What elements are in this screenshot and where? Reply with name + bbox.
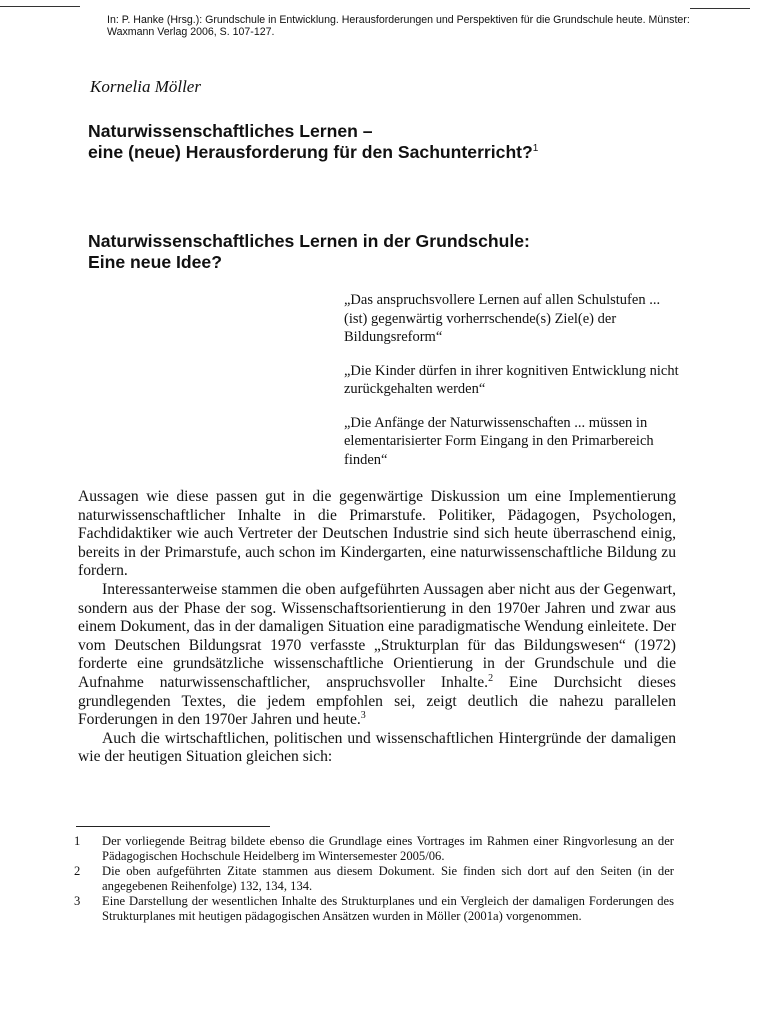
epigraph-quotes [344, 291, 684, 484]
scan-edge-line [690, 8, 750, 9]
footnote-text: Die oben aufgeführten Zitate stammen aus diesem Dokument. Sie finden sich dort auf den Seiten (in der angegebenen Reihenfolge) 132, 134, 134. [102, 864, 674, 893]
quote-2: „Die Kinder dürfen in ihrer kognitiven Entwicklung nicht zurückgehalten werden“ [344, 362, 679, 397]
footnote-text: Eine Darstellung der wesentlichen Inhalte des Strukturplanes und ein Vergleich der damaligen Forderungen des Strukturplanes mit heutigen pädagogischen Ansätzen wurden in Möller (2001a) vorgenommen. [102, 894, 674, 923]
footnote-number: 3 [74, 894, 81, 908]
footnote-number: 2 [74, 864, 81, 878]
body-text [78, 488, 676, 767]
section-heading [88, 231, 708, 273]
title-line-1: Naturwissenschaftliches Lernen – [88, 121, 373, 141]
scan-edge-line [0, 6, 80, 7]
paragraph-3: Auch die wirtschaftlichen, politischen und wissenschaftlichen Hintergründe der damaligen wie der heutigen Situation gleichen sich: [78, 729, 676, 766]
footnote-ref-2: 2 [488, 672, 494, 684]
paragraph-2-part-a: Interessanterweise stammen die oben aufgeführten Aussagen aber nicht aus der Gegenwart, sondern aus der Phase der sog. Wissenschaftsorientierung in den 1970er Jahren und zwar aus einem Dokument, das in der damaligen Situation eine paradigmatische Wendung einleitete. Der vom Deutschen Bildungsrat 1970 verfasste „Strukturplan für das Bildungswesen“ (1972) forderte eine grundsätzliche wissenschaftliche Orientierung in der Grundschule und die Aufnahme naturwissenschaftlicher, anspruchsvoller Inhalte. [78, 580, 676, 691]
section-heading-line-2: Eine neue Idee? [88, 252, 222, 272]
quote-3: „Die Anfänge der Naturwissenschaften ... müssen in elementarisierter Form Eingang in den Primarbereich finden“ [344, 414, 654, 468]
footnote-1 [74, 834, 674, 863]
citation-header: In: P. Hanke (Hrsg.): Grundschule in Entwicklung. Herausforderungen und Perspektiven für die Grundschule heute. Münster: Waxmann Verlag 2006, S. 107-127. [107, 14, 690, 38]
footnote-2 [74, 864, 674, 893]
paragraph-1: Aussagen wie diese passen gut in die gegenwärtige Diskussion um eine Implementierung naturwissenschaftlicher Inhalte in die Primarstufe. Politiker, Pädagogen, Psychologen, Fachdidaktiker wie auch Vertreter der Deutschen Industrie sind sich heute überraschend einig, bereits in der Primarstufe, auch schon im Kindergarten, eine naturwissenschaftliche Bildung zu fordern. [78, 488, 676, 580]
footnote-ref-3: 3 [360, 709, 366, 721]
article-title [88, 121, 708, 163]
title-line-2-text: eine (neue) Herausforderung für den Sachunterricht? [88, 142, 533, 162]
title-line-2 [88, 142, 708, 163]
paragraph-2-part-b: Eine Durchsicht dieses grundlegenden Textes, die jedem empfohlen sei, zeigt deutlich die nahezu parallelen Forderungen in den 1970er Jahren und heute. [78, 673, 676, 729]
footnote-separator [76, 826, 270, 827]
quote-1: „Das anspruchsvollere Lernen auf allen Schulstufen ... (ist) gegenwärtig vorherrschende(s) Ziel(e) der Bildungsreform“ [344, 292, 661, 345]
section-heading-line-1: Naturwissenschaftliches Lernen in der Grundschule: [88, 231, 530, 251]
footnotes [74, 834, 674, 924]
footnote-text: Der vorliegende Beitrag bildete ebenso die Grundlage eines Vortrages im Rahmen einer Ringvorlesung an der Pädagogischen Hochschule Heidelberg im Wintersemester 2005/06. [102, 834, 674, 863]
footnote-3 [74, 894, 674, 923]
author-name: Kornelia Möller [90, 77, 201, 96]
title-footnote-mark: 1 [532, 143, 539, 155]
paragraph-2 [78, 581, 676, 730]
footnote-number: 1 [74, 834, 81, 848]
